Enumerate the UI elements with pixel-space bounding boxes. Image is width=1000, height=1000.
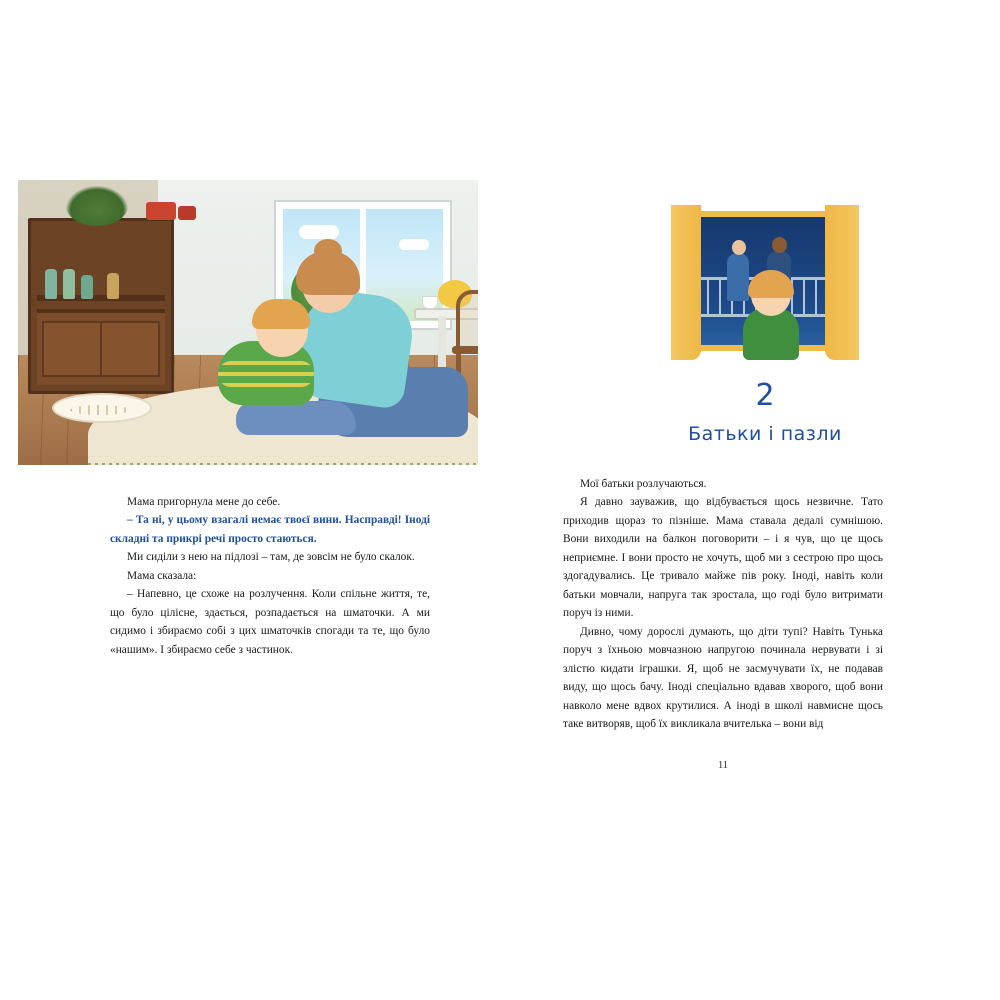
paragraph-highlighted bbox=[110, 511, 430, 548]
paragraph: Мої батьки розлучаються. bbox=[580, 478, 707, 490]
curtain-left bbox=[671, 205, 701, 360]
chair-seat bbox=[452, 346, 478, 354]
highlighted-dialogue: – Та ні, у цьому взагалі немає твоєї вини. Насправді! Іноді складні та прикрі речі просто стаються. bbox=[110, 514, 430, 545]
cloud-icon bbox=[299, 225, 339, 239]
boy-legs bbox=[236, 401, 356, 435]
page-number: 11 bbox=[717, 759, 729, 771]
paragraph: Ми сиділи з нею на підлозі – там, де зовсім не було скалок. bbox=[127, 551, 415, 564]
right-page bbox=[555, 180, 975, 820]
red-box-icon bbox=[146, 202, 176, 220]
bottle-icon bbox=[81, 275, 93, 299]
chapter-title: Батьки і пазли bbox=[688, 423, 842, 445]
plant-icon bbox=[66, 186, 128, 226]
illustration-boy-at-window bbox=[665, 205, 865, 360]
curtain-right bbox=[825, 205, 859, 360]
boy-hair bbox=[252, 299, 310, 329]
cup-icon bbox=[422, 296, 438, 309]
mother-hair-bun bbox=[314, 239, 342, 263]
chair-back bbox=[456, 290, 478, 354]
bottle-icon bbox=[45, 269, 57, 299]
boy-sweater-stripes bbox=[218, 361, 314, 387]
cupboard-doors bbox=[37, 309, 165, 385]
illustration-mother-and-boy bbox=[18, 180, 478, 465]
parent-head bbox=[772, 237, 787, 253]
parent-figure bbox=[727, 253, 749, 301]
rug-fringe bbox=[88, 463, 478, 465]
left-page bbox=[18, 180, 478, 820]
bottle-icon bbox=[63, 269, 75, 299]
parent-head bbox=[732, 240, 746, 255]
paragraph: Я давно зауважив, що відбувається щось незвичне. Тато приходив щораз то пізніше. Мама ставала дедалі сумнішою. Вони виходили на балкон поговорити – і я чув, що це щось неприємне. І вони просто не хочуть, щоб ми з сестрою про щось здогадувались. Це тривало майже пів року. Іноді, навіть коли батьки мовчали, напруга так зростала, що годі було витримати поруч із ними. bbox=[563, 496, 883, 620]
table-leg bbox=[438, 316, 446, 372]
plate-pattern bbox=[70, 405, 130, 415]
paragraph: Дивно, чому дорослі думають, що діти тупі? Навіть Тунька поруч з їхньою мовчазною напругою починала нервувати і зі злістю кидати іграшки. Я, щоб не засмучувати їх, не подавав виду, що щось бачу. Іноді спеціально вдавав хворого, щоб вони навколо мене вдвох крутилися. А іноді в школі навмисне щось таке витворяв, щоб їх викликала вчителька – вони від bbox=[563, 625, 883, 731]
right-page-text bbox=[563, 475, 883, 734]
paragraph: – Напевно, це схоже на розлучення. Коли спільне життя, те, що було цілісне, здається, розпадається на шматочки. А ми сидимо і збираємо собі з цих шматочків спогади та те, що було «нашим». І збираємо себе з частинок. bbox=[110, 588, 430, 656]
chapter-number: 2 bbox=[755, 378, 775, 413]
left-page-text bbox=[110, 493, 430, 659]
paragraph: Мама пригорнула мене до себе. bbox=[127, 496, 281, 508]
cloud-icon bbox=[399, 239, 429, 250]
bottle-icon bbox=[107, 273, 119, 299]
red-box-icon bbox=[178, 206, 196, 220]
paragraph: Мама сказала: bbox=[127, 569, 197, 582]
cupboard bbox=[28, 218, 174, 394]
